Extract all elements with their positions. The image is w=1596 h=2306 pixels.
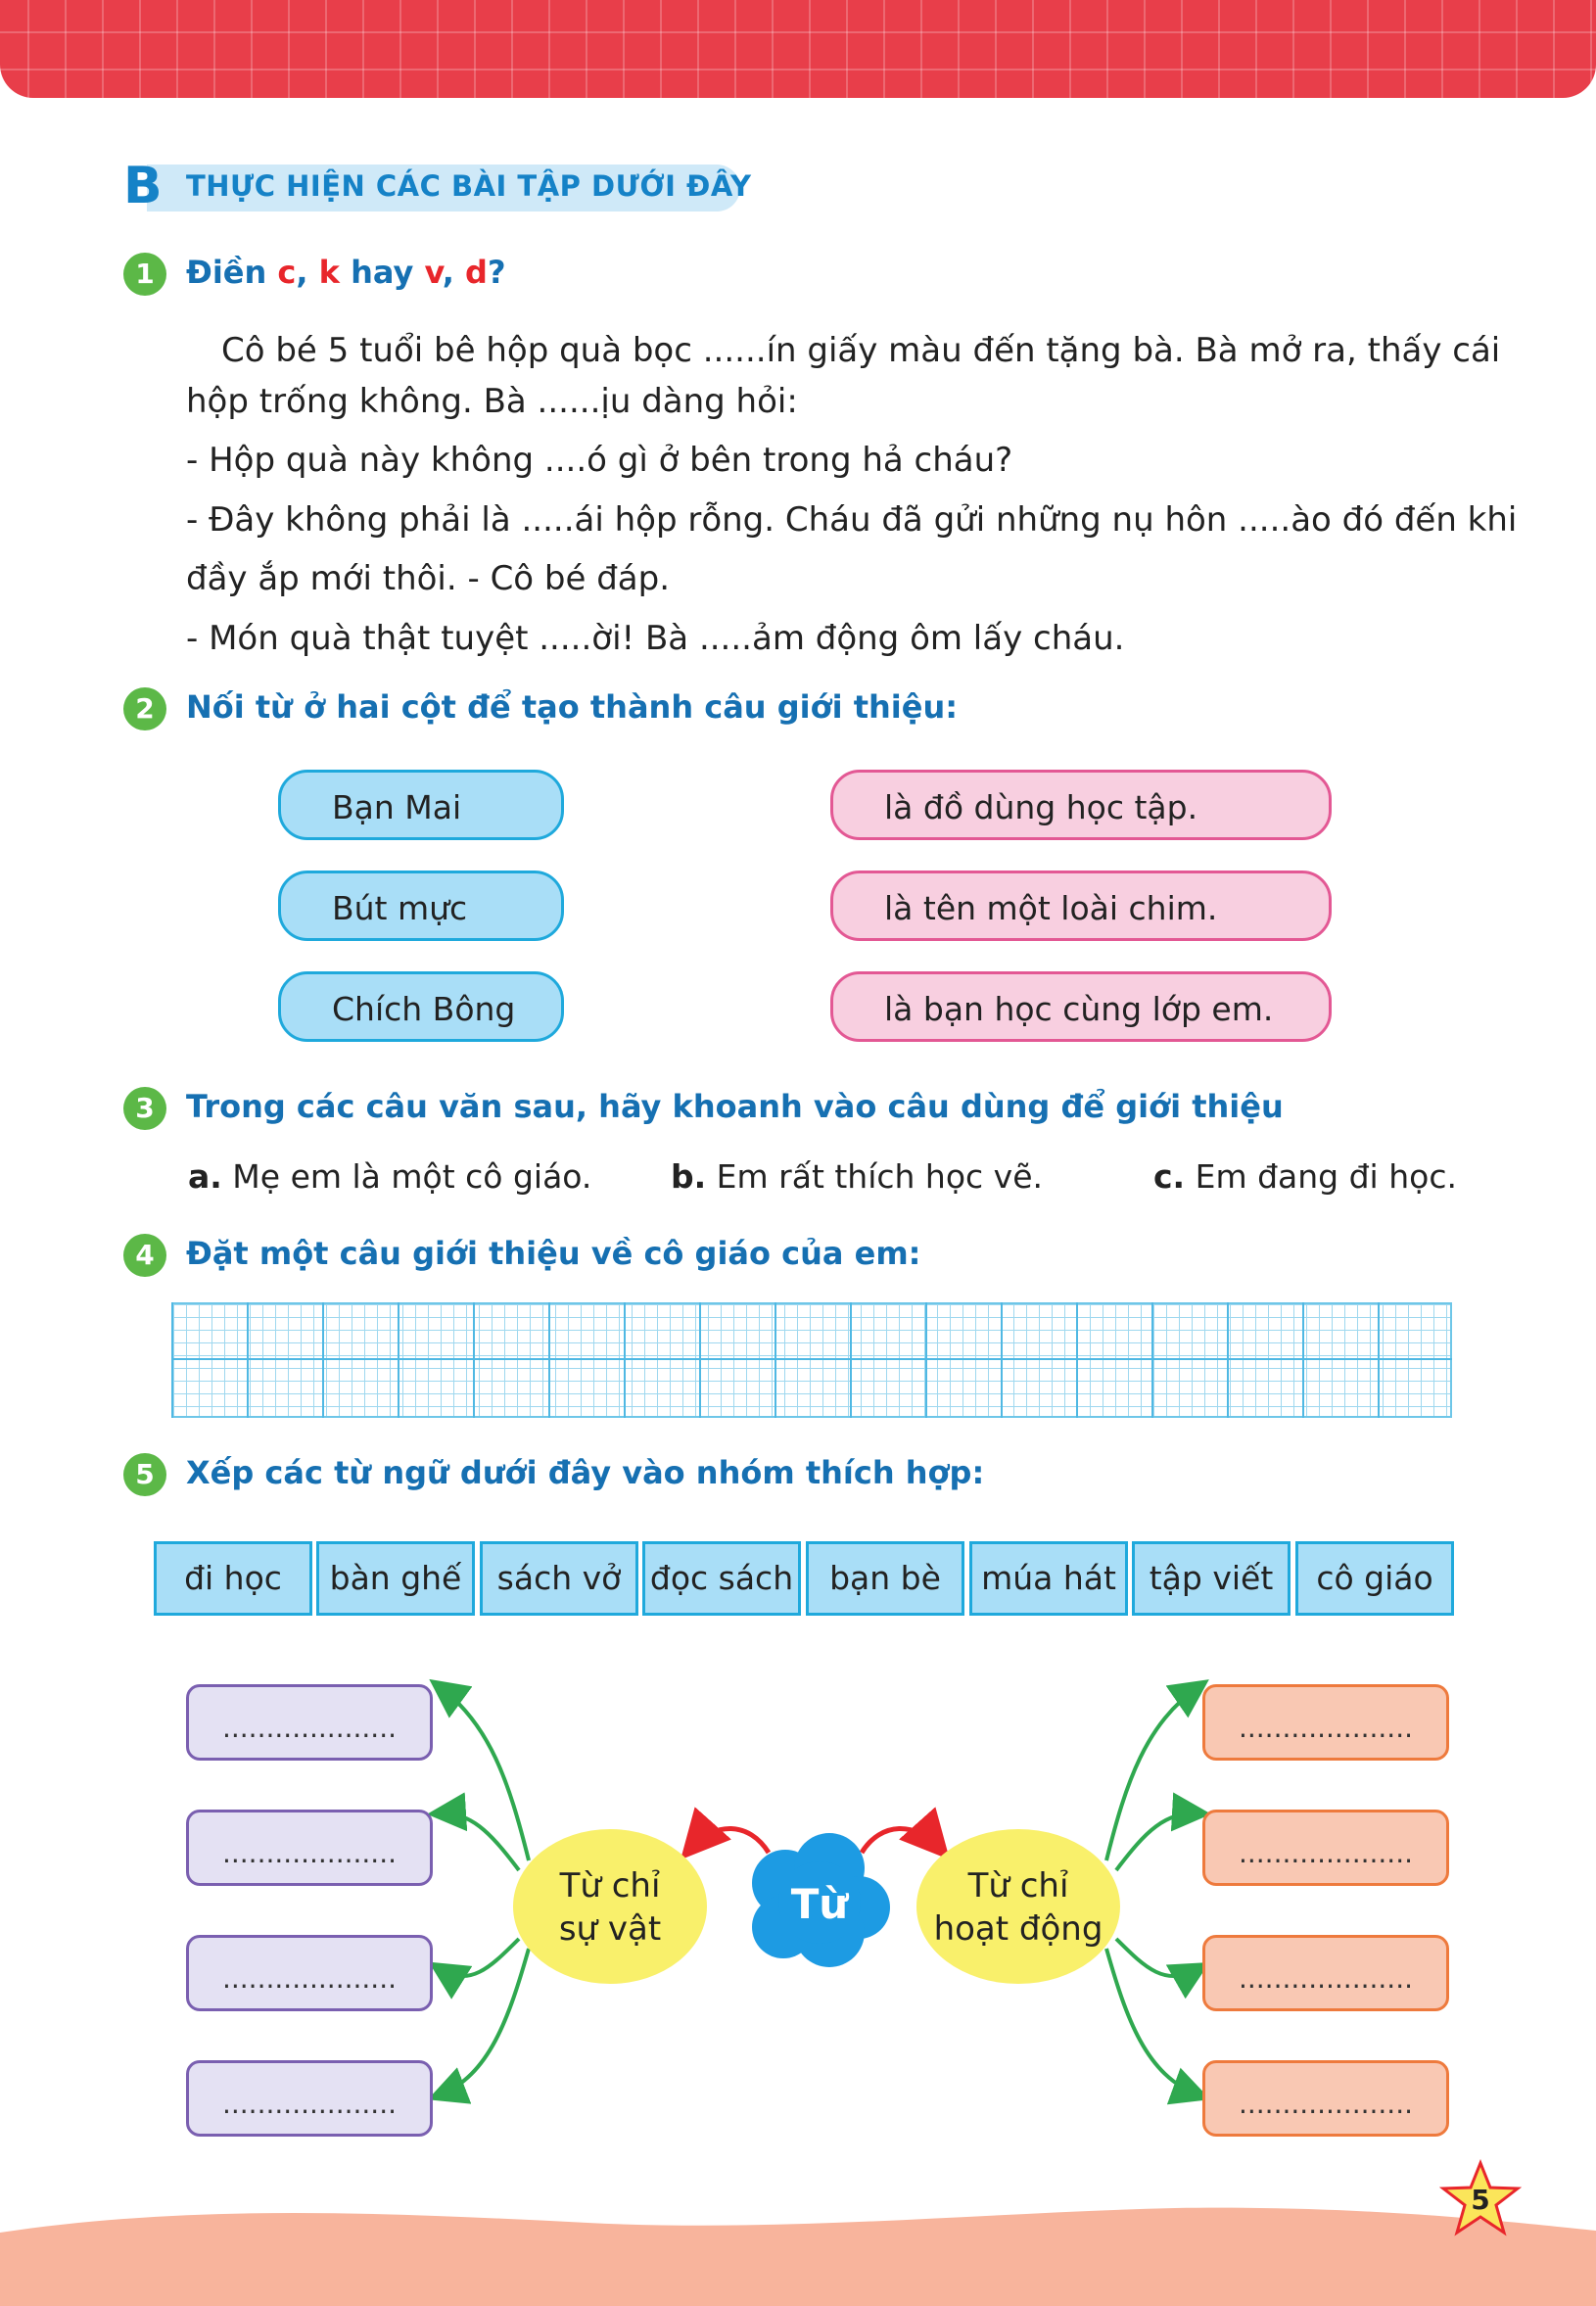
header-band: [0, 0, 1596, 98]
q1-line-5: đầy ắp mới thôi. - Cô bé đáp.: [186, 559, 671, 598]
group-su-vat-line-2: sự vật: [558, 1909, 662, 1949]
word-card[interactable]: tập viết: [1132, 1541, 1291, 1616]
option-text: Em rất thích học vẽ.: [706, 1157, 1043, 1196]
group-hoat-dong-line-2: hoạt động: [933, 1909, 1103, 1949]
arrow-right-3: [1116, 1939, 1199, 1976]
answer-box-su-vat[interactable]: ....................: [186, 2060, 433, 2137]
option-label: b.: [671, 1157, 707, 1196]
word-card[interactable]: sách vở: [480, 1541, 638, 1616]
page-number: 5: [1471, 2184, 1490, 2216]
q1-line-3: - Hộp quà này không ....ó gì ở bên trong hả cháu?: [186, 441, 1013, 480]
question-number-5: 5: [123, 1453, 166, 1496]
question-1-title: [186, 254, 506, 291]
q1-title-part: ,: [296, 254, 319, 291]
q1-title-part: ?: [487, 254, 506, 291]
question-5-title: Xếp các từ ngữ dưới đây vào nhóm thích hợp:: [186, 1454, 985, 1491]
section-title: THỰC HIỆN CÁC BÀI TẬP DƯỚI ĐÂY: [186, 169, 752, 203]
q1-line-6: - Món quà thật tuyệt .....ời! Bà .....ảm động ôm lấy cháu.: [186, 619, 1125, 658]
group-hoat-dong-line-1: Từ chỉ: [967, 1866, 1069, 1906]
question-2-title: Nối từ ở hai cột để tạo thành câu giới thiệu:: [186, 688, 959, 726]
q1-letter-k: k: [318, 254, 340, 291]
group-su-vat-bubble: [513, 1829, 707, 1984]
answer-box-su-vat[interactable]: ....................: [186, 1935, 433, 2011]
right-arrows: [1106, 1686, 1199, 2095]
question-4-title: Đặt một câu giới thiệu về cô giáo của em:: [186, 1235, 921, 1272]
q1-line-4: - Đây không phải là .....ái hộp rỗng. Cháu đã gửi những nụ hôn .....ào đó đến khi: [186, 500, 1518, 540]
question-3-title: Trong các câu văn sau, hãy khoanh vào câu dùng để giới thiệu: [186, 1088, 1284, 1125]
writing-grid-major-lines: [171, 1302, 1452, 1418]
option-label: c.: [1153, 1157, 1186, 1196]
match-right-item[interactable]: là tên một loài chim.: [830, 871, 1332, 941]
match-left-item[interactable]: Bút mực: [278, 871, 564, 941]
q1-title-part: Điền: [186, 254, 278, 291]
bottom-wave: [0, 2193, 1596, 2306]
q1-letter-c: c: [277, 254, 297, 291]
word-card[interactable]: bàn ghế: [316, 1541, 475, 1616]
match-right-item[interactable]: là đồ dùng học tập.: [830, 770, 1332, 840]
q1-line-1: Cô bé 5 tuổi bê hộp quà bọc ......ín giấy màu đến tặng bà. Bà mở ra, thấy cái: [221, 331, 1501, 370]
group-su-vat-line-1: Từ chỉ: [559, 1866, 661, 1906]
option-a[interactable]: [188, 1157, 591, 1196]
word-card[interactable]: đi học: [154, 1541, 312, 1616]
q1-letter-d: d: [465, 254, 488, 291]
question-number-4: 4: [123, 1234, 166, 1277]
center-word: Từ: [790, 1880, 849, 1928]
section-letter: B: [123, 157, 163, 215]
q1-line-2: hộp trống không. Bà ......ịu dàng hỏi:: [186, 382, 798, 421]
word-card[interactable]: múa hát: [969, 1541, 1128, 1616]
option-text: Em đang đi học.: [1185, 1157, 1457, 1196]
match-left-item[interactable]: Chích Bông: [278, 971, 564, 1042]
group-hoat-dong-bubble: [916, 1829, 1120, 1984]
word-card[interactable]: đọc sách: [642, 1541, 801, 1616]
option-label: a.: [188, 1157, 222, 1196]
option-c[interactable]: [1153, 1157, 1457, 1196]
question-number-2: 2: [123, 687, 166, 730]
q1-letter-v: v: [424, 254, 443, 291]
arrow-left-3: [439, 1939, 519, 1976]
arrow-right-1: [1106, 1686, 1199, 1860]
answer-box-hoat-dong[interactable]: ....................: [1202, 1684, 1449, 1761]
word-card[interactable]: bạn bè: [806, 1541, 964, 1616]
question-number-3: 3: [123, 1087, 166, 1130]
match-right-item[interactable]: là bạn học cùng lớp em.: [830, 971, 1332, 1042]
q1-title-part: hay: [339, 254, 425, 291]
q1-title-part: ,: [442, 254, 466, 291]
answer-box-su-vat[interactable]: ....................: [186, 1810, 433, 1886]
arrow-right-2: [1116, 1813, 1199, 1870]
question-number-1: 1: [123, 253, 166, 296]
arrow-left-2: [439, 1813, 519, 1870]
answer-box-hoat-dong[interactable]: ....................: [1202, 1810, 1449, 1886]
answer-box-hoat-dong[interactable]: ....................: [1202, 2060, 1449, 2137]
option-text: Mẹ em là một cô giáo.: [221, 1157, 592, 1196]
match-left-item[interactable]: Bạn Mai: [278, 770, 564, 840]
option-b[interactable]: [671, 1157, 1043, 1196]
answer-box-hoat-dong[interactable]: ....................: [1202, 1935, 1449, 2011]
word-card[interactable]: cô giáo: [1295, 1541, 1454, 1616]
answer-box-su-vat[interactable]: ....................: [186, 1684, 433, 1761]
